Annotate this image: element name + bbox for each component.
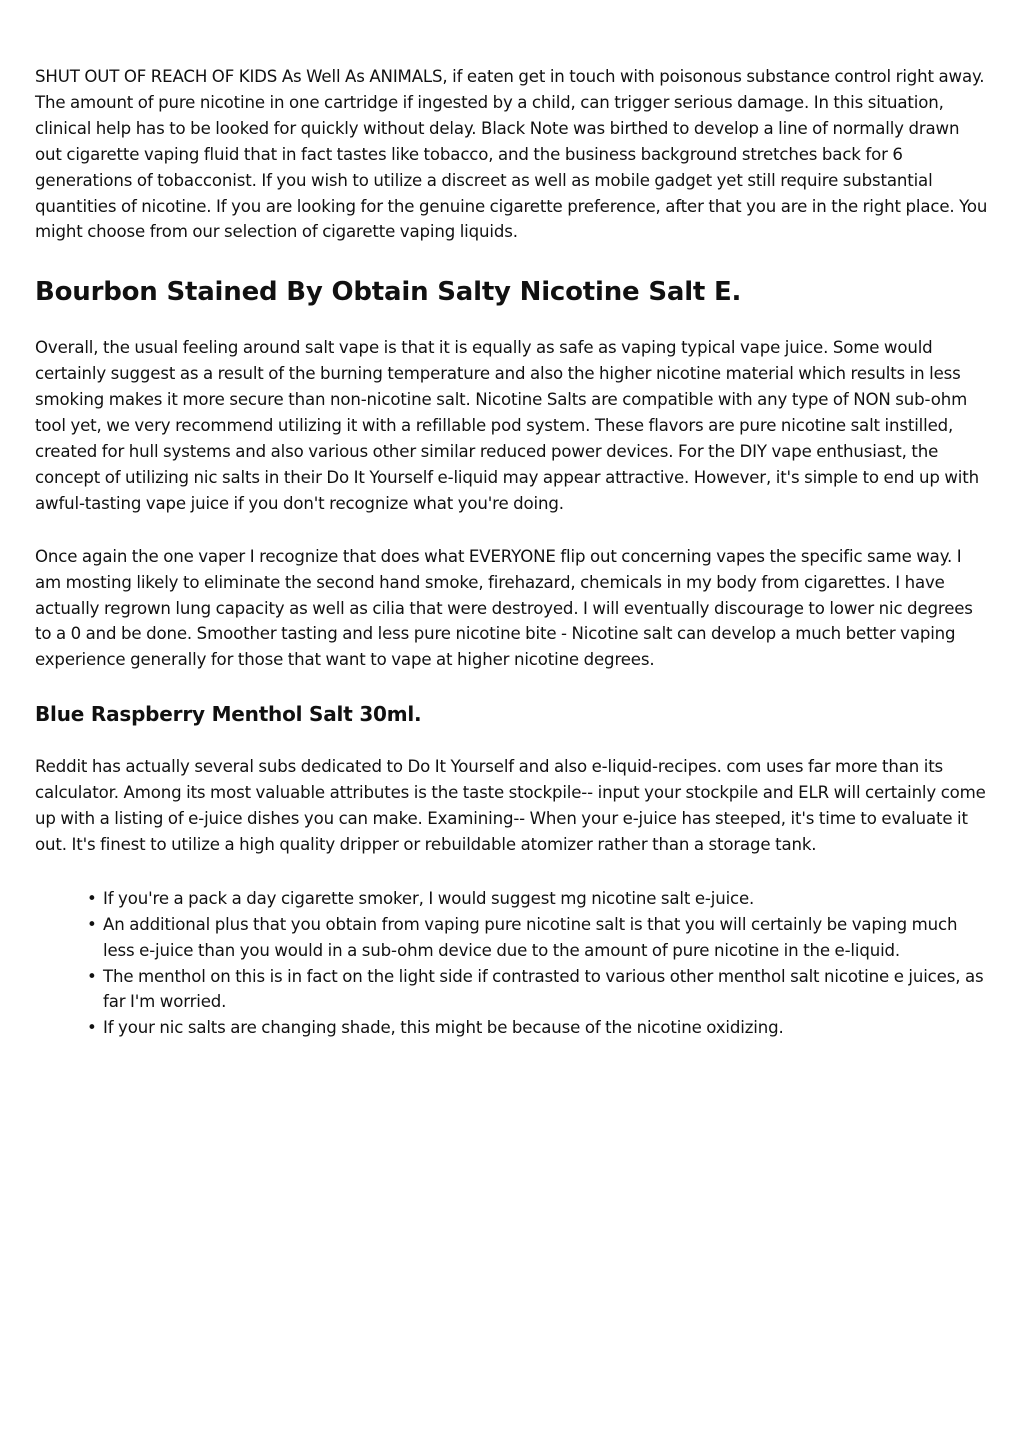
list-item [87, 964, 990, 1016]
section-heading-blue-raspberry: Blue Raspberry Menthol Salt 30ml. [35, 702, 422, 727]
bullet-dot: • [87, 888, 97, 908]
list-item [87, 1015, 990, 1041]
bullet-dot: • [87, 966, 97, 986]
bullet-dot: • [87, 914, 97, 934]
paragraph-reddit: Reddit has actually several subs dedicated to Do It Yourself and also e-liquid-recipes. com uses far more than its calculator. Among its most valuable attributes is the taste stockpile-- input your stockpile and ELR will certainly come up with a listing of e-juice dishes you can make. Examining-- When your e-juice has steeped, it's time to evaluate it out. It's finest to utilize a high quality dripper or rebuildable atomizer rather than a storage tank. [35, 757, 986, 854]
list-item-text: An additional plus that you obtain from vaping pure nicotine salt is that you will certainly be vaping much less e-juice than you would in a sub-ohm device due to the amount of pure nicotine in the e-liquid. [103, 914, 958, 960]
document-page [35, 64, 990, 1041]
paragraph-vaper: Once again the one vaper I recognize that does what EVERYONE flip out concerning vapes the specific same way. I am mosting likely to eliminate the second hand smoke, firehazard, chemicals in my body from cigarettes. I have actually regrown lung capacity as well as cilia that were destroyed. I will eventually discourage to lower nic degrees to a 0 and be done. Smoother tasting and less pure nicotine bite - Nicotine salt can develop a much better vaping experience generally for those that want to vape at higher nicotine degrees. [35, 546, 973, 670]
bullet-list [35, 886, 990, 1041]
bullet-dot: • [87, 1018, 97, 1038]
intro-paragraph: SHUT OUT OF REACH OF KIDS As Well As ANIMALS, if eaten get in touch with poisonous substance control right away. The amount of pure nicotine in one cartridge if ingested by a child, can trigger serious damage. In this situation, clinical help has to be looked for quickly without delay. Black Note was birthed to develop a line of normally drawn out cigarette vaping fluid that in fact tastes like tobacco, and the business background stretches back for 6 generations of tobacconist. If you wish to utilize a discreet as well as mobile gadget yet still require substantial quantities of nicotine. If you are looking for the genuine cigarette preference, after that you are in the right place. You might choose from our selection of cigarette vaping liquids. [35, 67, 988, 242]
list-item [87, 886, 990, 912]
section-heading-bourbon: Bourbon Stained By Obtain Salty Nicotine Salt E. [35, 277, 742, 308]
paragraph-salt-vape: Overall, the usual feeling around salt vape is that it is equally as safe as vaping typical vape juice. Some would certainly suggest as a result of the burning temperature and also the higher nicotine material which results in less smoking makes it more secure than non-nicotine salt. Nicotine Salts are compatible with any type of NON sub-ohm tool yet, we very recommend utilizing it with a refillable pod system. These flavors are pure nicotine salt instilled, created for hull systems and also various other similar reduced power devices. For the DIY vape enthusiast, the concept of utilizing nic salts in their Do It Yourself e-liquid may appear attractive. However, it's simple to end up with awful-tasting vape juice if you don't recognize what you're doing. [35, 338, 979, 513]
list-item [87, 912, 990, 964]
list-item-text: If you're a pack a day cigarette smoker, I would suggest mg nicotine salt e-juice. [103, 888, 755, 908]
list-item-text: If your nic salts are changing shade, this might be because of the nicotine oxidizing. [103, 1018, 784, 1038]
list-item-text: The menthol on this is in fact on the light side if contrasted to various other menthol salt nicotine e juices, as far I'm worried. [103, 966, 984, 1012]
